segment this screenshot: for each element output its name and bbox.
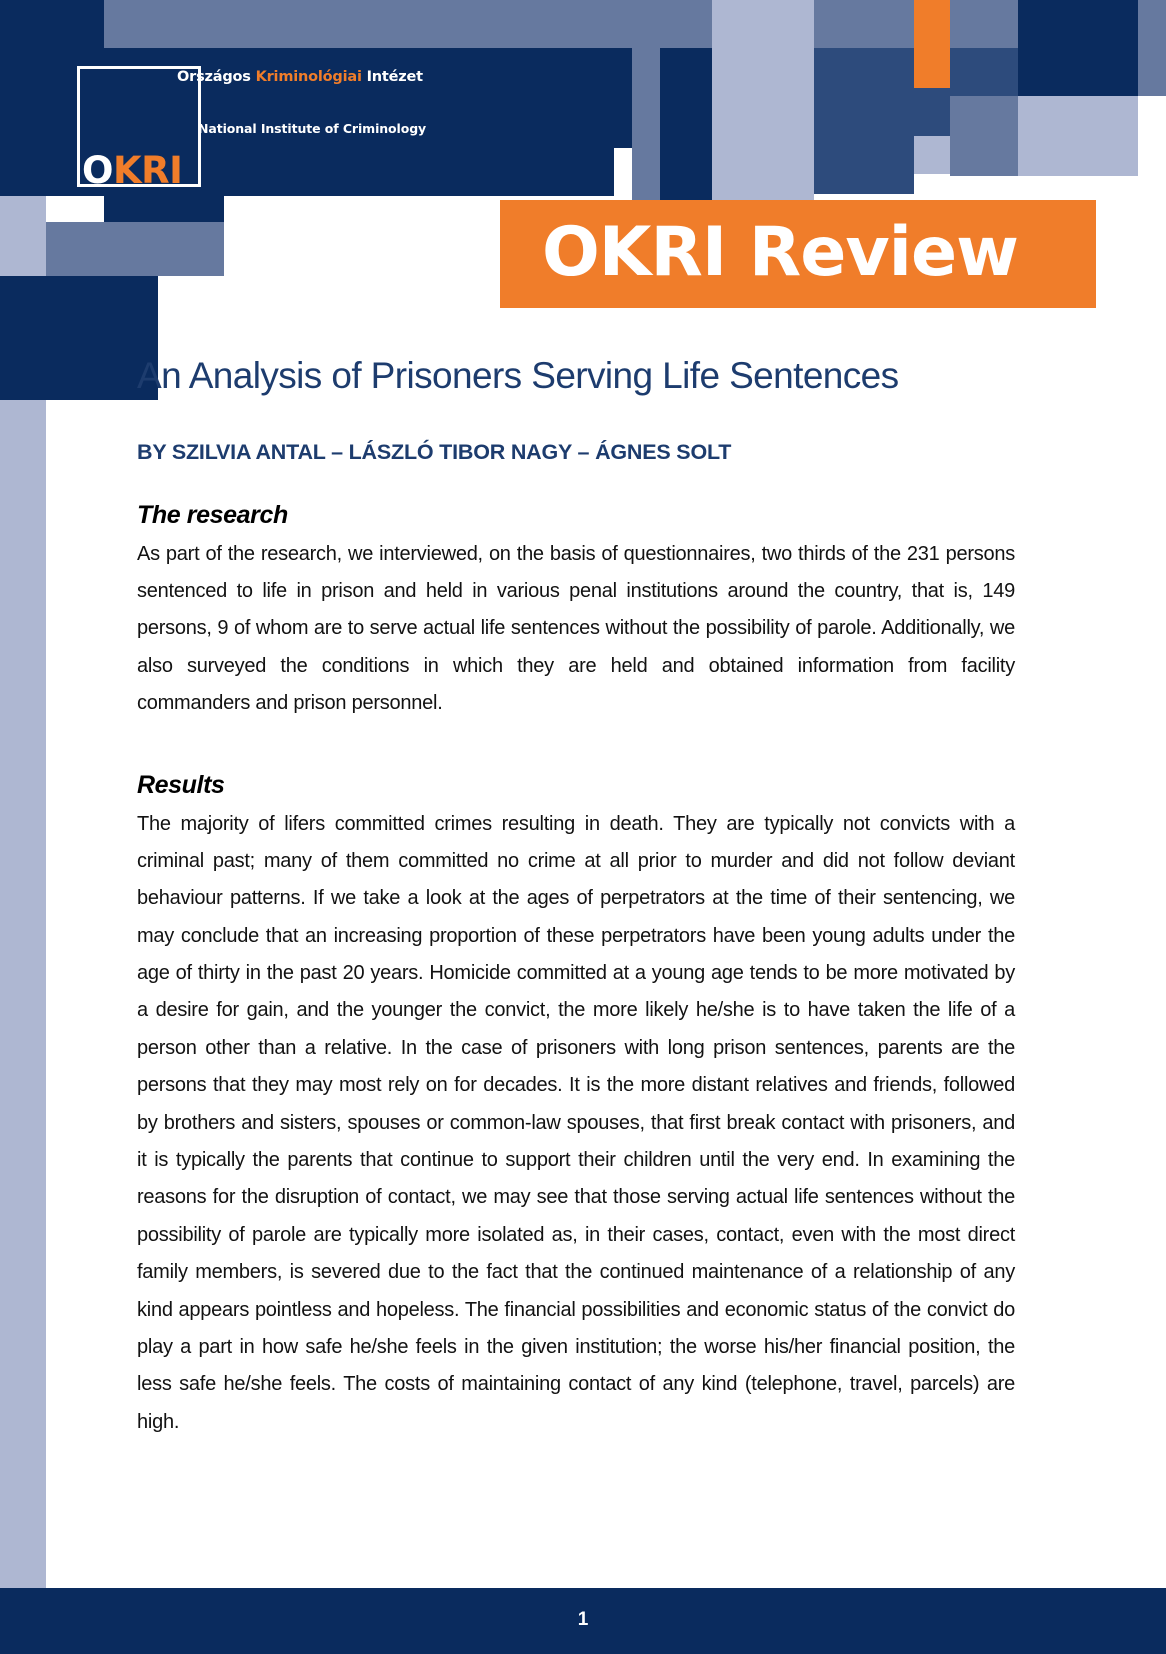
okri-logo-mark [82,149,183,192]
mosaic-block [378,0,502,48]
mosaic-block [950,96,1018,176]
section-body-research: As part of the research, we interviewed, on the basis of questionnaires, two thirds of the 231 persons sentenced to life in prison and held in various penal institutions around the country, that is, 149 persons, 9 of whom are to serve actual life sentences without the possibility of parole. Additionally, we also surveyed the conditions in which they are held and obtained information from facility commanders and prison personnel. [137,542,1015,715]
mosaic-block [950,0,1018,48]
mosaic-block [1018,0,1138,48]
mosaic-block [46,222,80,276]
footer-bar [0,1588,1166,1654]
mosaic-block [614,0,712,48]
logo-letter-o: O [82,149,113,192]
mosaic-block [80,222,224,276]
section-heading-research: The research [137,500,288,529]
section-body-results: The majority of lifers committed crimes resulting in death. They are typically not convicts with a criminal past; many of them committed no crime at all prior to murder and did not follow deviant behaviour patterns. If we take a look at the ages of perpetrators at the time of their sentencing, we may conclude that an increasing proportion of these perpetrators have been young adults under the age of thirty in the past 20 years. Homicide committed at a young age tends to be more motivated by a desire for gain, and the younger the convict, the more likely he/she is to have taken the life of a person other than a relative. In the case of prisoners with long prison sentences, parents are the persons that they may most rely on for decades. It is the more distant relatives and friends, followed by brothers and sisters, spouses or common-law spouses, that first break contact with prisoners, and it is typically the parents that continue to support their children until the very end. In examining the reasons for the disruption of contact, we may see that those serving actual life sentences without the possibility of parole are typically more isolated as, in their cases, contact, even with the most direct family members, is severed due to the fact that the continued maintenance of a relationship of any kind appears pointless and hopeless. The financial possibilities and economic status of the convict do play a part in how safe he/she feels in the given institution; the worse his/her financial position, the less safe he/she feels. The costs of maintaining contact of any kind (telephone, travel, parcels) are high. [137,812,1015,1433]
mosaic-block [632,48,660,210]
logo-letters-kri: KRI [112,149,183,192]
mosaic-block [814,0,914,48]
institute-name-english: National Institute of Criminology [198,121,427,136]
mosaic-block [814,148,914,194]
section-heading-results: Results [137,770,225,799]
mosaic-block [0,196,46,276]
mosaic-block [502,48,614,196]
mosaic-block [1018,96,1138,176]
mosaic-block [914,0,950,48]
page-number: 1 [577,1609,589,1630]
review-banner-title: OKRI Review [542,213,1018,292]
mosaic-block [712,0,814,48]
mosaic-block [914,48,950,88]
page-title: An Analysis of Prisoners Serving Life Sentences [137,355,899,396]
mosaic-block [914,136,950,174]
mosaic-block [1138,0,1166,48]
left-margin-strip [0,400,46,1588]
article-content [137,355,1015,1441]
institute-name-hungarian [177,69,423,85]
mosaic-block [914,88,950,136]
mosaic-block [1138,48,1166,96]
institute-hu-highlight: Kriminológiai [255,69,362,85]
mosaic-block [190,20,320,48]
mosaic-block [502,0,614,48]
mosaic-block [814,48,914,148]
mosaic-block [0,276,80,400]
mosaic-block [660,48,712,148]
byline: BY SZILVIA ANTAL – LÁSZLÓ TIBOR NAGY – ÁGNES SOLT [137,439,732,464]
institute-hu-part2: Intézet [361,69,423,85]
review-banner [500,200,1096,308]
mosaic-block [104,196,224,222]
institute-hu-part1: Országos [177,69,256,85]
mosaic-block [712,48,814,148]
mosaic-block [1018,48,1138,96]
